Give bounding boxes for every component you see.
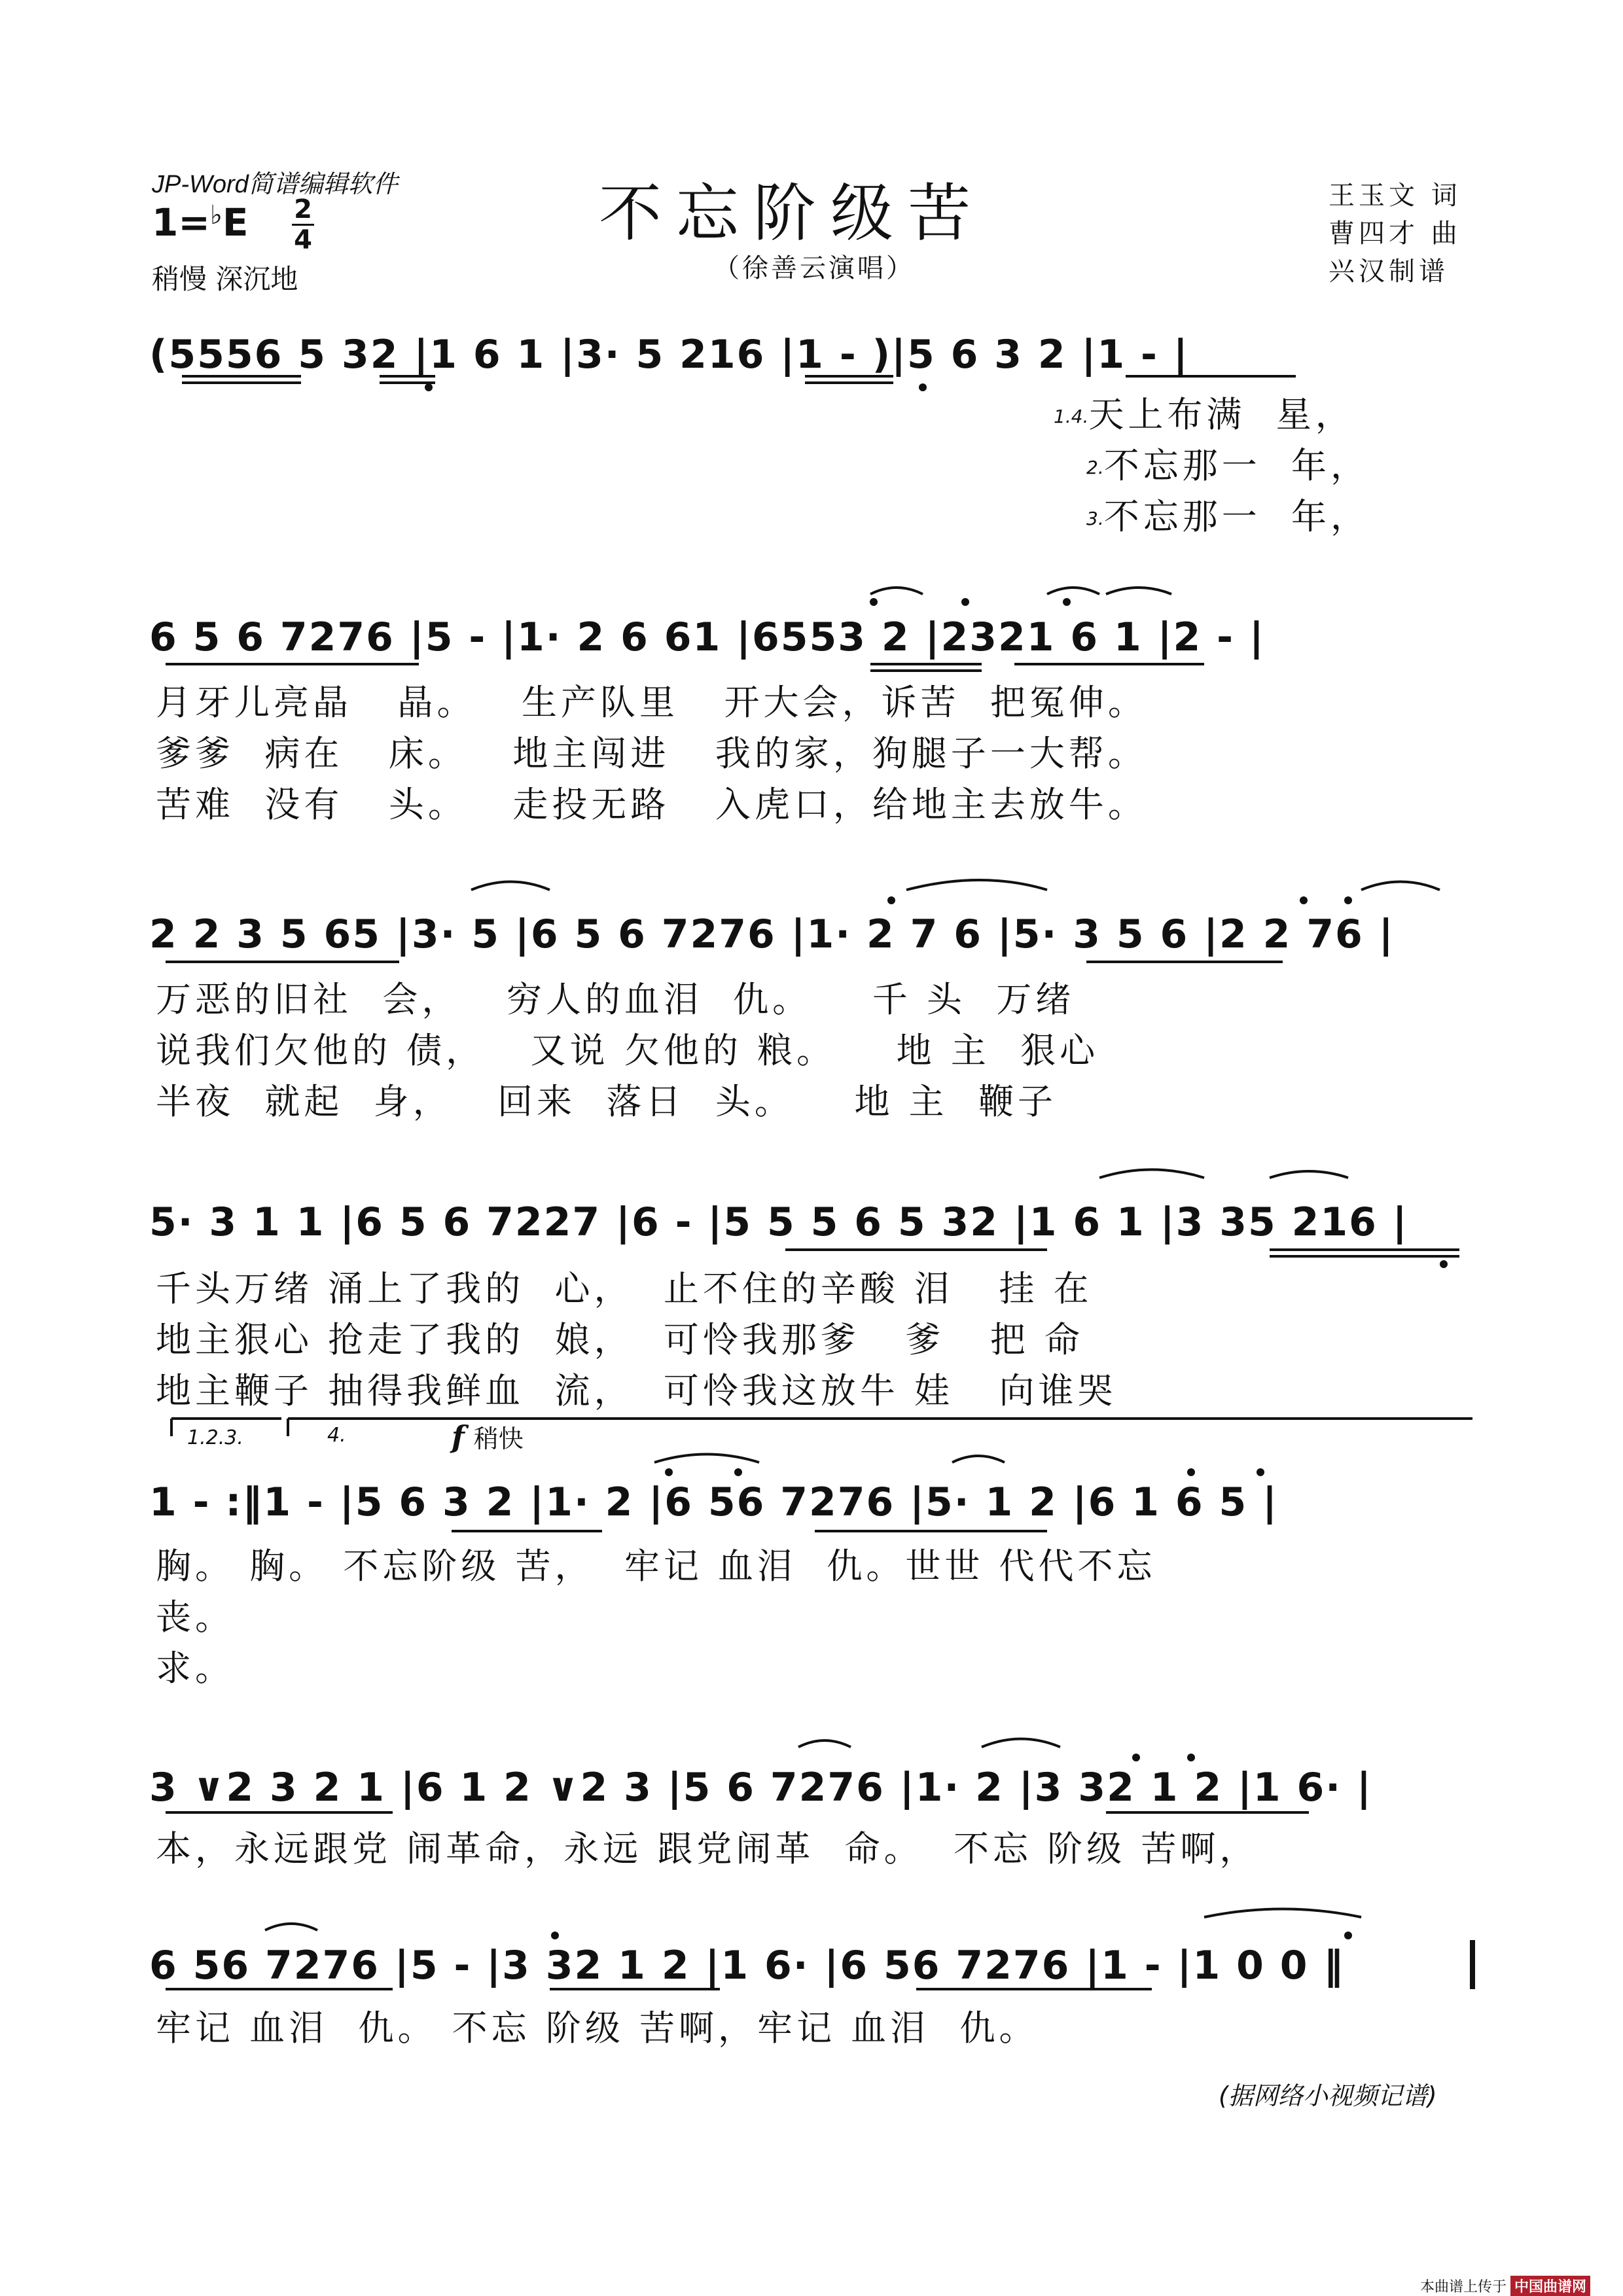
volta-4: 4. bbox=[327, 1424, 346, 1447]
source-note: (据网络小视频记谱) bbox=[1219, 2081, 1437, 2110]
time-bottom: 4 bbox=[294, 225, 312, 255]
lyric-line-5-verse-2: 丧。 bbox=[156, 1597, 234, 1638]
footer-text: 本曲谱上传于 bbox=[1420, 2279, 1507, 2295]
lyric-line-5-verse-3: 求。 bbox=[156, 1648, 234, 1689]
notes-line-4: 5· 3 1 1 |6 5 6 7227 |6 - |5 5 5 6 5 32 |1 6 1 |3 35 216 | bbox=[149, 1199, 1408, 1245]
notes-line-2: 6 5 6 7276 |5 - |1· 2 6 61 |6553 2 |2321 6 1 |2 - | bbox=[149, 614, 1265, 660]
lyric-line-3-verse-2: 说我们欠他的 债， 又说 欠他的 粮。 地 主 狠心 bbox=[156, 1030, 1099, 1071]
time-top: 2 bbox=[292, 195, 314, 226]
lyric-line-4-verse-1: 千头万绪 涌上了我的 心， 止不住的辛酸 泪 挂 在 bbox=[156, 1268, 1093, 1309]
lyric-line-2-verse-1: 月牙儿亮晶 晶。 生产队里 开大会，诉苦 把冤伸。 bbox=[156, 682, 1147, 723]
notes-line-5: 1 - :‖1 - |5 6 3 2 |1· 2 |6 56 7276 |5· 1 2 |6 1 6 5 | bbox=[149, 1479, 1279, 1525]
lyricist: 王玉文 词 bbox=[1329, 181, 1461, 211]
volta-1: 1.2.3. bbox=[187, 1426, 243, 1449]
notes-line-7: 6 56 7276 |5 - |3 32 1 2 |1 6· |6 56 7276 |1 - |1 0 0 ‖ bbox=[149, 1943, 1345, 1988]
footer bbox=[1420, 2276, 1590, 2296]
lyric-line-4-verse-2: 地主狠心 抢走了我的 娘， 可怜我那爹 爹 把 命 bbox=[156, 1319, 1084, 1360]
lyric-line-6-verse-1: 本，永远跟党 闹革命，永远 跟党闹革 命。 不忘 阶级 苦啊， bbox=[156, 1828, 1259, 1869]
software-label: JP-Word简谱编辑软件 bbox=[152, 171, 398, 198]
lyric-line-4-verse-3: 地主鞭子 抽得我鲜血 流， 可怜我这放牛 娃 向谁哭 bbox=[156, 1370, 1117, 1411]
notes-line-1: (5556 5 32 |1 6 1 |3· 5 216 |1 - )|5 6 3 2 |1 - | bbox=[149, 332, 1189, 378]
performer: （徐善云演唱） bbox=[713, 253, 915, 283]
composer: 曹四才 曲 bbox=[1329, 219, 1461, 249]
lyric-line-3-verse-1: 万恶的旧社 会， 穷人的血泪 仇。 千 头 万绪 bbox=[156, 979, 1075, 1020]
tempo-change: 稍快 bbox=[473, 1424, 524, 1453]
lyric-line-7-verse-1: 牢记 血泪 仇。 不忘 阶级 苦啊，牢记 血泪 仇。 bbox=[156, 2007, 1039, 2049]
lyric-line-2-verse-3: 苦难 没有 头。 走投无路 入虎口，给地主去放牛。 bbox=[156, 784, 1147, 825]
notes-line-3: 2 2 3 5 65 |3· 5 |6 5 6 7276 |1· 2 7 6 |5· 3 5 6 |2 2 76 | bbox=[149, 911, 1395, 957]
dynamic-mark: f 稍快 bbox=[452, 1419, 524, 1455]
song-title: 不忘阶级苦 bbox=[599, 177, 985, 250]
notes-line-6: 3 ∨2 3 2 1 |6 1 2 ∨2 3 |5 6 7276 |1· 2 |3 32 1 2 |1 6· | bbox=[149, 1765, 1372, 1810]
key-prefix: 1= bbox=[152, 200, 210, 245]
lyric-line-1-verse-2: 2.不忘那一 年， bbox=[1086, 445, 1370, 486]
transcriber: 兴汉制谱 bbox=[1329, 256, 1449, 287]
tempo-mood: 稍慢 深沉地 bbox=[152, 263, 298, 295]
lyric-line-3-verse-3: 半夜 就起 身， 回来 落日 头。 地 主 鞭子 bbox=[156, 1081, 1057, 1122]
lyric-line-1-verse-1: 1.4.天上布满 星， bbox=[1054, 394, 1355, 435]
lyric-line-5-verse-1: 胸。 胸。 不忘阶级 苦， 牢记 血泪 仇。世世 代代不忘 bbox=[156, 1545, 1156, 1587]
flat-sign: ♭ bbox=[209, 200, 223, 230]
site-logo[interactable]: 中国曲谱网 bbox=[1510, 2276, 1590, 2296]
lyric-line-1-verse-3: 3.不忘那一 年， bbox=[1086, 496, 1370, 537]
lyric-line-2-verse-2: 爹爹 病在 床。 地主闯进 我的家，狗腿子一大帮。 bbox=[156, 733, 1147, 774]
key-note: E bbox=[222, 200, 249, 245]
